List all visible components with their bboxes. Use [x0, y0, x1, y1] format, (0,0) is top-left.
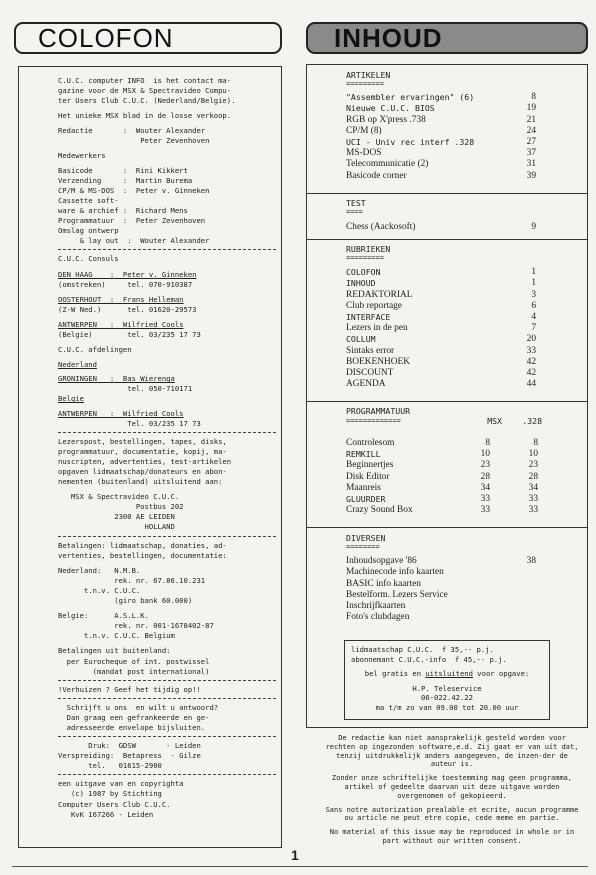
buitenland-line: (mandat post international): [58, 666, 210, 676]
toc-entry: [346, 494, 576, 505]
bel-text: bel gratis en: [364, 669, 426, 679]
toc-entry: [346, 290, 576, 301]
diversen-heading: DIVERSEN: [346, 533, 386, 543]
toc-page-msx: 34: [480, 482, 490, 493]
heading-underline: ========: [346, 543, 380, 552]
disclaimer-paragraph: Zonder onze schriftelijke toestemming mag geen programma, artikel of gedeelte daarvan uit deze uitgave worden overgenomen of gekopieerd.: [331, 774, 573, 800]
toc-page-msx: 28: [480, 471, 490, 482]
toc-entry: [346, 323, 576, 334]
lidmaatschap-box: [344, 640, 550, 720]
toc-title: Inhoudsopgave '86: [346, 556, 417, 567]
toc-title: Basicode corner: [346, 170, 407, 181]
toc-page: 44: [526, 379, 536, 390]
lezerspost-line: nementen (buitenland) uitsluitend aan:: [58, 477, 223, 487]
toc-entry: [346, 222, 576, 233]
toc-page: 27: [526, 136, 536, 147]
afdeling-line: Tel. 03/235 17 73: [58, 418, 201, 428]
toc-entry: [346, 579, 576, 590]
toc-entry: [346, 278, 576, 289]
consul-line: (Z-W Ned.) tel. 01620-29573: [58, 304, 197, 314]
uitgave-line: KvK 167266 - Leiden: [58, 809, 154, 819]
redactie-line: Peter Zevenhoven: [58, 136, 210, 146]
medewerker-line: ware & archief : Richard Mens: [58, 206, 188, 216]
teleservice-line: ma t/m zo van 09.00 tot 20.00 uur: [375, 702, 519, 712]
country-heading: Belgie: [58, 394, 84, 404]
test-heading: TEST: [346, 198, 366, 208]
bel-text: voor opgave:: [472, 669, 530, 679]
druk-line: Druk: GDSW - Leiden: [58, 741, 201, 751]
address-line: 2300 AE LEIDEN: [58, 512, 175, 522]
toc-title: REDAKTORIAL: [346, 289, 413, 300]
consul-line: (Belgie) tel. 03/235 17 73: [58, 329, 201, 339]
toc-entry: [346, 171, 576, 182]
heading-underline: ====: [346, 208, 363, 217]
uitgave-line: Computer Users Club C.U.C.: [58, 799, 171, 809]
bank-line: Nederland: N.M.B.: [58, 565, 141, 575]
toc-title: MS-DOS: [346, 148, 382, 159]
toc-title: REMKILL: [346, 449, 381, 460]
toc-page-msx: 33: [480, 505, 490, 516]
divider: [58, 680, 276, 681]
toc-entry: [346, 137, 576, 148]
schrijft-line: Dan graag een gefrankeerde en ge-: [58, 712, 210, 722]
column-header-msx: MSX: [487, 416, 502, 426]
toc-entry: [346, 103, 576, 114]
toc-page: 8: [531, 92, 536, 103]
toc-title: Beginnertjes: [346, 460, 394, 471]
medewerkers-heading: Medewerkers: [58, 150, 106, 160]
toc-title: Controlesom: [346, 438, 395, 448]
rubrieken-heading: RUBRIEKEN: [346, 244, 391, 254]
toc-page: 42: [526, 356, 536, 367]
toc-entry: [346, 612, 576, 623]
section-divider: [306, 239, 588, 240]
toc-entry: [346, 483, 576, 494]
toc-entry: [346, 460, 576, 471]
toc-page: 42: [526, 367, 536, 378]
page-number: 1: [291, 847, 299, 863]
disclaimer-paragraph: No material of this issue may be reproduced in whole or in part without our written consent.: [329, 828, 575, 845]
disclaimer: [324, 734, 580, 851]
toc-title: Machinecode info kaarten: [346, 567, 444, 578]
toc-title: Lezers in de pen: [346, 323, 408, 334]
consuls-heading: C.U.C. Consuls: [58, 254, 119, 264]
toc-page: 3: [531, 289, 536, 300]
toc-title: GLUURDER: [346, 493, 386, 504]
toc-title: Sintaks error: [346, 345, 395, 356]
teleservice-line: H.P. Teleservice: [412, 683, 482, 693]
divider: [58, 736, 276, 737]
toc-title: INTERFACE: [346, 311, 391, 322]
toc-title: "Assembler ervaringen" (6): [346, 92, 475, 103]
toc-title: CP/M (8): [346, 125, 382, 136]
toc-title: Disk Editor: [346, 471, 390, 482]
betalingen-line: Betalingen: lidmaatschap, donaties, ad-: [58, 540, 227, 550]
toc-title: RGB op X'press .738: [346, 114, 426, 125]
inhoud-title: INHOUD: [334, 22, 443, 53]
toc-entry: [346, 590, 576, 601]
intro-line: ter Users Club C.U.C. (Nederland/Belgie).: [58, 96, 236, 106]
bank-line: rek. nr. 67.86.10.231: [58, 575, 206, 585]
rubrieken-section: [346, 244, 576, 390]
toc-entry: [346, 449, 576, 460]
toc-page-msx: 23: [480, 460, 490, 471]
artikelen-section: [346, 70, 576, 182]
toc-page-msx: 10: [480, 449, 490, 460]
consul-line: ANTWERPEN : Wilfried Cools: [58, 319, 184, 329]
toc-entry: [346, 159, 576, 170]
uitgave-line: een uitgave van en copyrighta: [58, 779, 184, 789]
medewerker-line: Cassette soft-: [58, 195, 119, 205]
afdelingen-heading: C.U.C. afdelingen: [58, 345, 132, 355]
lezerspost-line: nuscripten, advertenties, test-artikelen: [58, 456, 232, 466]
redactie-line: Redactie : Wouter Alexander: [58, 126, 206, 136]
lezerspost-line: opgaven lidmaatschap/donateurs en abon-: [58, 467, 227, 476]
toc-title: DISCOUNT: [346, 367, 394, 378]
toc-title: AGENDA: [346, 379, 386, 390]
medewerker-line: Verzending : Martin Burema: [58, 175, 193, 185]
heading-underline: =============: [346, 417, 401, 425]
toc-entry: [346, 505, 576, 516]
address-line: HOLLAND: [58, 522, 175, 532]
divider: [58, 698, 276, 699]
bottom-rule: [12, 866, 588, 867]
toc-page: 9: [531, 222, 536, 233]
toc-page: 33: [526, 345, 536, 356]
toc-page-328: 34: [528, 482, 538, 493]
toc-entry: [346, 601, 576, 612]
toc-entry: [346, 334, 576, 345]
medewerker-line: Basicode : Rini Kikkert: [58, 165, 188, 175]
druk-line: Verspreiding: Betapress - Gilze: [58, 751, 201, 761]
toc-page: 39: [526, 170, 536, 181]
schrijft-line: adresseerde envelope bijsluiten.: [58, 722, 206, 732]
toc-title: Inschrijfkaarten: [346, 600, 406, 611]
toc-title: Chess (Aackosoft): [346, 222, 416, 233]
programmatuur-heading: PROGRAMMATUUR: [346, 406, 411, 416]
bank-line: rek. nr. 001-1678402-87: [58, 621, 214, 631]
artikelen-heading: ARTIKELEN: [346, 70, 391, 80]
toc-entry: [346, 556, 576, 567]
toc-title: INHOUD: [346, 278, 376, 289]
afdeling-line: ANTWERPEN : Wilfried Cools: [58, 408, 184, 418]
section-divider: [306, 193, 588, 194]
toc-page-328: 8: [533, 438, 538, 448]
verhuizen-notice: !Verhuizen ? Geef het tijdig op!!: [58, 684, 201, 694]
heading-underline: =========: [346, 80, 384, 89]
section-divider: [306, 527, 588, 528]
toc-title: Crazy Sound Box: [346, 505, 413, 516]
bank-line: t.n.v. C.U.C. Belgium: [58, 631, 175, 641]
divider: [58, 536, 276, 537]
country-heading: Nederland: [58, 360, 97, 370]
toc-page: 1: [531, 278, 536, 289]
bank-line: Belgie: A.S.L.K.: [58, 611, 149, 621]
toc-entry: [346, 567, 576, 578]
intro-line: Het unieke MSX blad in de losse verkoop.: [58, 111, 232, 121]
toc-title: BASIC info kaarten: [346, 578, 421, 589]
betalingen-line: vertenties, bestellingen, documentatie:: [58, 550, 227, 560]
toc-entry: [346, 148, 576, 159]
toc-entry: [346, 357, 576, 368]
toc-page: 24: [526, 125, 536, 136]
toc-title: Club reportage: [346, 300, 402, 311]
colofon-title: COLOFON: [38, 22, 174, 53]
disclaimer-paragraph: Sans notre autorization prealable et ecrite, aucun programme ou article ne peut etre copie, cede meme en partie.: [325, 805, 579, 823]
intro-line: gazine voor de MSX & Spectravideo Compu-: [58, 86, 232, 96]
bel-line: [351, 669, 543, 679]
toc-page: 37: [526, 148, 536, 159]
toc-page: 19: [526, 103, 536, 114]
buitenland-line: Betalingen uit buitenland:: [58, 646, 171, 656]
toc-title: COLOFON: [346, 267, 381, 278]
consul-line: DEN HAAG : Peter v. Ginneken: [58, 269, 197, 279]
toc-page-328: 33: [528, 505, 538, 516]
medewerker-line: Programmatuur : Peter Zevenhoven: [58, 216, 206, 226]
toc-title: Telecommunicatie (2): [346, 159, 429, 170]
medewerker-line: Omslag ontwerp: [58, 226, 119, 236]
toc-page: 7: [531, 323, 536, 334]
uitgave-line: (c) 1987 by Stichting: [58, 789, 162, 799]
toc-page-328: 23: [528, 460, 538, 471]
toc-page: 20: [526, 334, 536, 345]
toc-title: Foto's clubdagen: [346, 612, 410, 623]
toc-page-msx: 8: [485, 438, 490, 448]
toc-entry: [346, 92, 576, 103]
toc-page-328: 33: [528, 493, 538, 504]
toc-entry: [346, 346, 576, 357]
schrijft-line: Schrijft u ons en wilt u antwoord?: [58, 702, 219, 712]
toc-entry: [346, 115, 576, 126]
afdeling-line: tel. 050-710171: [58, 384, 193, 394]
heading-underline: =========: [346, 254, 384, 263]
diversen-section: [346, 533, 576, 623]
toc-title: Nieuwe C.U.C. BIOS: [346, 103, 435, 114]
divider: [58, 432, 276, 433]
colofon-header: [14, 22, 282, 54]
toc-title: Maanreis: [346, 482, 381, 493]
toc-page: 31: [526, 159, 536, 170]
toc-title: UCI - Univ rec interf .328: [346, 136, 475, 147]
toc-entry: [346, 379, 576, 390]
intro-line: C.U.C. computer INFO is het contact ma-: [58, 76, 232, 85]
divider: [58, 249, 276, 250]
toc-title: COLLUM: [346, 334, 376, 345]
toc-page: 21: [526, 114, 536, 125]
toc-page-328: 28: [528, 471, 538, 482]
programmatuur-section: [346, 406, 576, 516]
toc-page-328: 10: [528, 449, 538, 460]
toc-page: 6: [531, 300, 536, 311]
bank-line: t.n.v. C.U.C.: [58, 585, 141, 595]
toc-page: 1: [531, 267, 536, 278]
bank-line: (giro bank 60.000): [58, 596, 193, 606]
druk-line: tel. 01615-2900: [58, 761, 162, 771]
toc-entry: [346, 312, 576, 323]
medewerker-line: & lay out : Wouter Alexander: [58, 236, 210, 246]
address-line: MSX & Spectravideo C.U.C.: [58, 492, 180, 502]
medewerker-line: CP/M & MS-DOS : Peter v. Ginneken: [58, 185, 210, 195]
column-header-328: .328: [522, 416, 542, 426]
lezerspost-line: programmatuur, documentatie, kopij, ma-: [58, 446, 227, 456]
divider: [58, 774, 276, 775]
teleservice-line: 06-022.42.22: [421, 693, 473, 703]
afdeling-line: GRONINGEN : Bas Wierenga: [58, 374, 175, 384]
toc-page: 38: [526, 556, 536, 567]
toc-entry: [346, 301, 576, 312]
buitenland-line: per Eurocheque of int. postwissel: [58, 656, 210, 666]
lidmaatschap-line: abonnemant C.U.C.-info f 45,-- p.j.: [351, 654, 507, 664]
toc-entry: [346, 472, 576, 483]
test-section: [346, 198, 576, 233]
toc-page: 4: [531, 311, 536, 322]
address-line: Postbus 202: [58, 502, 184, 512]
consul-line: (omstreken) tel. 070-910387: [58, 279, 193, 289]
lezerspost-line: Lezerspost, bestellingen, tapes, disks,: [58, 436, 227, 446]
toc-entry: [346, 126, 576, 137]
colofon-column: [58, 70, 276, 820]
lidmaatschap-line: lidmaatschap C.U.C. f 35,-- p.j.: [351, 645, 494, 654]
toc-entry: [346, 438, 576, 449]
toc-page-msx: 33: [480, 493, 490, 504]
toc-title: Bestelform. Lezers Service: [346, 589, 448, 600]
bel-emphasis: uitsluitend: [425, 669, 473, 679]
toc-entry: [346, 267, 576, 278]
disclaimer-paragraph: De redactie kan niet aansprakelijk gesteld worden voor rechten op ingezonden software,e.d. Zij gaat er van uit dat, tenzij uitdrukkelijk anders aangegeven, de inzen-der de auteur is.: [325, 734, 579, 769]
inhoud-header: [306, 22, 588, 54]
consul-line: OOSTERHOUT : Frans Helleman: [58, 294, 184, 304]
section-divider: [306, 401, 588, 402]
toc-title: BOEKENHOEK: [346, 356, 411, 367]
toc-entry: [346, 368, 576, 379]
